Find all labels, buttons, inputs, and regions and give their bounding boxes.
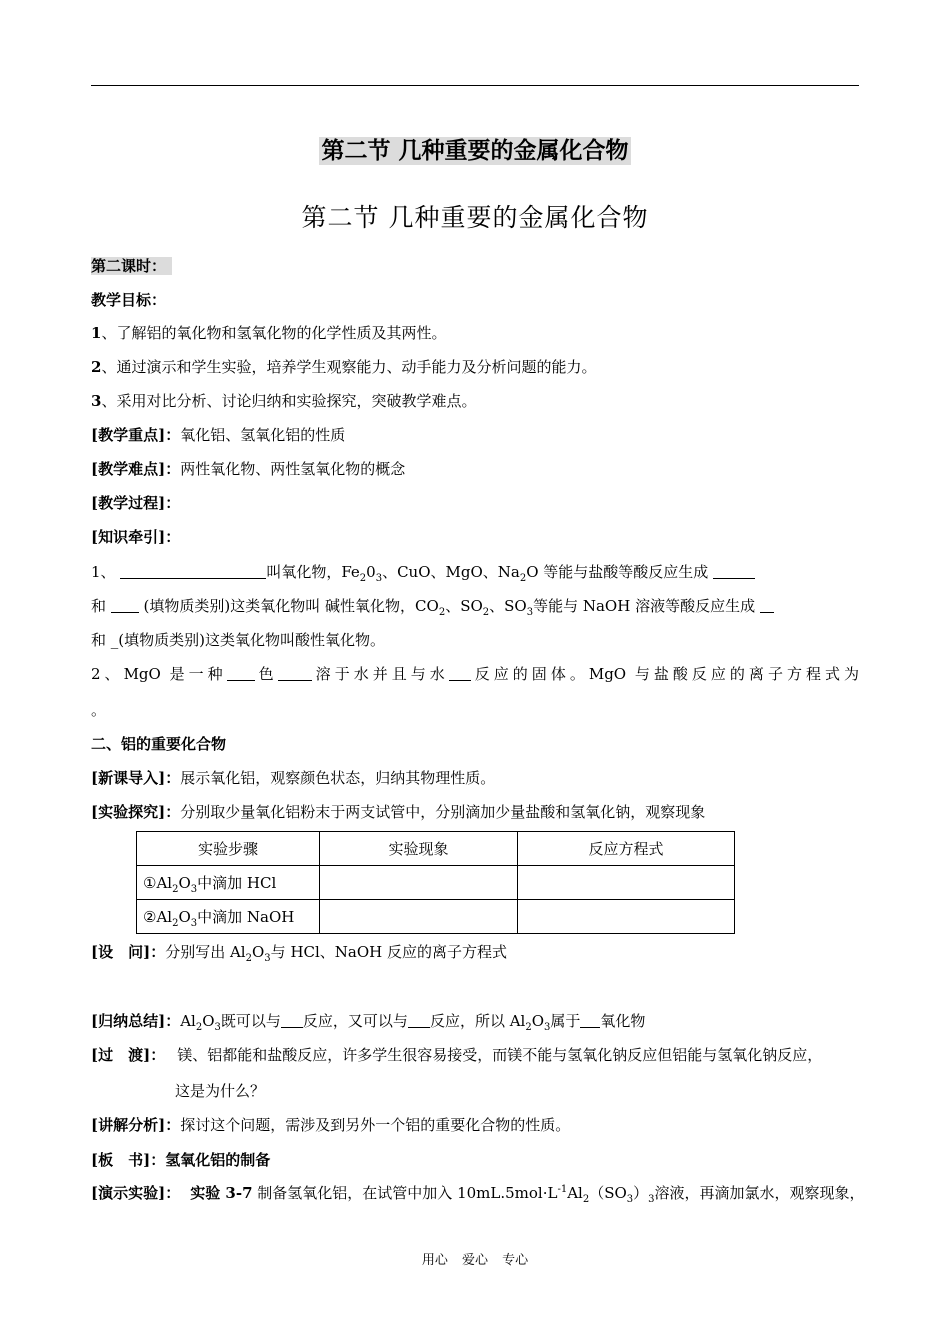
page-footer: 用心 爱心 专心 [421,1253,529,1268]
knowledge-label: [知识牵引]： [91,528,181,546]
difficulty: [教学难点]：两性氧化物、两性氢氧化物的概念 [91,460,406,478]
table-cell: $②Al_2O_3$中滴加 NaOH [137,900,320,934]
process-label: [教学过程]： [91,494,181,512]
board-note: [板 书]：氢氧化铝的制备 [91,1151,271,1169]
demo-experiment: [演示实验]： 实验 3-7 制备氢氧化铝，在试管中加入 $10mL.5mol\cdot L^{-1}Al_2(SO_3)_3$溶液，再滴加氯水，观察现象， [91,1184,865,1205]
question-2: 2、MgO 是一种 色 溶于水并且与水 反应的固体。MgO 与盐酸反应的离子方程式为 [91,665,859,683]
goal-item: 1、了解铝的氧化物和氢氧化物的化学性质及其两性。 [91,324,447,342]
table-cell-empty[interactable] [518,866,735,900]
fill-blank[interactable] [760,598,774,613]
experiment-table [136,831,735,934]
fill-blank[interactable] [281,1013,303,1028]
question-2-end: 。 [91,701,107,719]
fill-blank[interactable] [408,1013,430,1028]
table-cell: $①Al_2O_3$中滴加 HCl [137,866,320,900]
table-cell-empty[interactable] [320,866,518,900]
goal-item: 3、采用对比分析、讨论归纳和实验探究，突破教学难点。 [91,392,477,410]
table-cell-empty[interactable] [320,900,518,934]
table-row [137,866,735,900]
header-rule [91,85,859,86]
fill-blank[interactable] [111,598,139,613]
new-lesson-intro: [新课导入]：展示氧化铝，观察颜色状态，归纳其物理性质。 [91,769,496,787]
fill-blank[interactable] [278,666,312,681]
fill-blank[interactable] [580,1013,600,1028]
table-cell-empty[interactable] [518,900,735,934]
table-header: 实验步骤 [137,832,320,866]
transition-continued: 这是为什么？ [175,1082,266,1100]
question-1-line-2: 和 (填物质类别)这类氧化物叫 碱性氧化物，$CO_2$、$SO_2$、$SO_3$等能与 NaOH 溶液等酸反应生成 [91,596,774,616]
goals-heading: 教学目标： [91,291,167,309]
analysis: [讲解分析]：探讨这个问题，需涉及到另外一个铝的重要化合物的性质。 [91,1116,571,1134]
fill-blank[interactable] [449,666,471,681]
goal-item: 2、通过演示和学生实验，培养学生观察能力、动手能力及分析问题的能力。 [91,358,597,376]
table-header: 实验现象 [320,832,518,866]
question-ask: [设 问]：分别写出 $Al_2O_3$与 HCl、NaOH 反应的离子方程式 [91,943,508,964]
fill-blank[interactable] [227,666,255,681]
key-point: [教学重点]：氧化铝、氢氧化铝的性质 [91,426,346,444]
section-heading: 二、铝的重要化合物 [91,735,227,753]
fill-blank[interactable] [120,564,266,579]
question-1-line-3: 和 _(填物质类别)这类氧化物叫酸性氧化物。 [91,631,385,649]
lesson-label: 第二课时： [91,256,172,276]
page-title-highlighted: 第二节 几种重要的金属化合物 [321,138,629,164]
fill-blank[interactable] [713,564,755,579]
table-row [137,900,735,934]
summary: [归纳总结]：$Al_2O_3$既可以与 反应，又可以与 反应，所以 $Al_2O_3$属于 氧化物 [91,1012,646,1033]
table-header-row [137,832,735,866]
table-header: 反应方程式 [518,832,735,866]
question-1-line-1: 1、 叫氧化物，$Fe_20_3$、CuO、MgO、$Na_2O$ 等能与盐酸等酸反应生成 [91,562,755,582]
experiment-explore: [实验探究]：分别取少量氧化铝粉末于两支试管中，分别滴加少量盐酸和氢氧化钠，观察现象 [91,803,706,821]
page-title: 第二节 几种重要的金属化合物 [301,203,649,232]
transition: [过 渡]： 镁、铝都能和盐酸反应，许多学生很容易接受，而镁不能与氢氧化钠反应但铝能与氢氧化钠反应， [91,1046,823,1064]
